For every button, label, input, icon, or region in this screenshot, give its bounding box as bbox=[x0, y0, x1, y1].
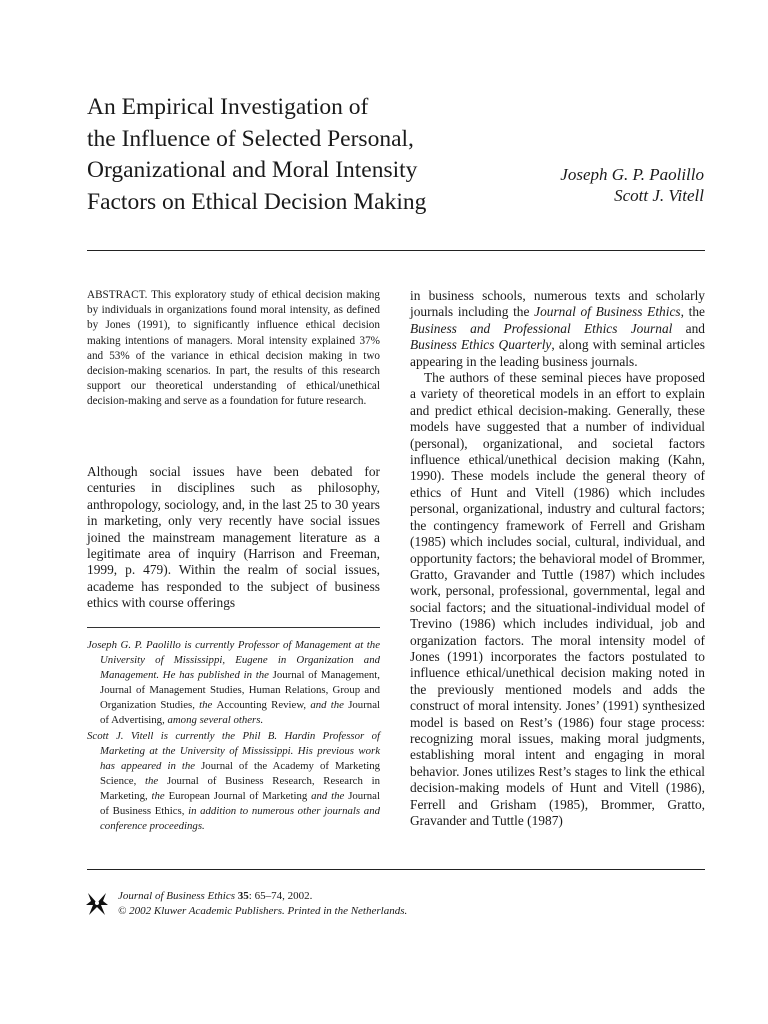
copyright-line: © 2002 Kluwer Academic Publishers. Printed in the Netherlands. bbox=[118, 905, 408, 917]
right-paragraph-2: The authors of these seminal pieces have proposed a variety of theoretical models in an effort to explain and predict ethical decision-making. Generally, these models have suggested that a number of individual (personal), organizational, and societal factors influence ethical/unethical decision making (Kahn, 1990). These models include the general theory of ethics of Hunt and Vitell (1986) which includes personal, organizational, industry and cultural factors; the contingency framework of Ferrell and Grisham (1985) which includes social, cultural, individual, and opportunity factors; the behavioral model of Brommer, Gratto, Gravander and Tuttle (1987) which includes work, personal, professional, governmental, legal and social factors; and the situational-individual model of Trevino (1986) which includes individual, job and organization factors. The moral intensity model of Jones (1991) incorporates the factors postulated to influence ethical/unethical decision making noted in the previously mentioned models and adds the construct of moral intensity. Jones’ (1991) synthesized model is based on Rest’s (1986) four stage process: recognizing moral issues, making moral judgments, establishing moral intent and engaging in moral behavior. Jones utilizes Rest’s stages to link the ethical decision-making models of Hunt and Vitell (1986), Ferrell and Grisham (1985), Brommer, Gratto, Gravander and Tuttle (1987) bbox=[410, 370, 705, 828]
author-1: Joseph G. P. Paolillo bbox=[560, 165, 704, 184]
journal-name: Journal of Business Ethics bbox=[118, 890, 236, 902]
journal-line bbox=[118, 889, 407, 904]
footnote-rule bbox=[87, 627, 380, 628]
intro-paragraph: Although social issues have been debated for centuries in disciplines such as philosophy, anthropology, sociology, and, in the last 25 to 30 years in marketing, only very recently have social issues joined the mainstream management literature as a legitimate area of inquiry (Harrison and Freeman, 1999, p. 479). Within the realm of social issues, academe has responded to the subject of business ethics with course offerings bbox=[87, 464, 380, 611]
right-paragraph-1: in business schools, numerous texts and scholarly journals including the Journal of Business Ethics, the Business and Professional Ethics Journal and Business Ethics Quarterly, along with seminal articles appearing in the leading business journals. bbox=[410, 288, 706, 369]
publisher-logo-icon bbox=[86, 889, 108, 917]
author-list bbox=[560, 164, 704, 206]
journal-pages: : 65–74, 2002. bbox=[248, 890, 313, 902]
footnotes bbox=[87, 638, 380, 834]
abstract: ABSTRACT. This exploratory study of ethical decision making by individuals in organizations found moral intensity, as defined by Jones (1991), to significantly influence ethical decision making intentions of managers. Moral intensity explained 37% and 53% of the variance in ethical decision making in two decision-making scenarios. In part, the results of this research support our theoretical understanding of ethical/unethical decision-making and serve as a foundation for future research. bbox=[87, 289, 380, 408]
author-2: Scott J. Vitell bbox=[614, 186, 704, 205]
footer-rule bbox=[87, 869, 705, 870]
journal-citation bbox=[118, 889, 407, 919]
title-line-4: Factors on Ethical Decision Making bbox=[87, 188, 427, 215]
title-line-1: An Empirical Investigation of bbox=[87, 94, 369, 120]
header-rule bbox=[87, 250, 705, 251]
footnote-author-1: Joseph G. P. Paolillo is currently Professor of Management at the University of Mississippi, Eugene in Organization and Management. He has published in the Journal of Management, Journal of Management Studies, Human Relations, Group and Organization Studies, the Accounting Review, and the Journal of Advertising, among several others. bbox=[87, 639, 380, 727]
right-column bbox=[410, 288, 705, 829]
journal-volume: 35 bbox=[237, 890, 249, 902]
article-title bbox=[87, 92, 507, 218]
title-line-3: Organizational and Moral Intensity bbox=[87, 157, 418, 183]
title-line-2: the Influence of Selected Personal, bbox=[87, 125, 414, 152]
footnote-author-2: Scott J. Vitell is currently the Phil B. Hardin Professor of Marketing at the University of Mississippi. His previous work has appeared in the Journal of the Academy of Marketing Science, the Journal of Business Research, Research in Marketing, the European Journal of Marketing and the Journal of Business Ethics, in addition to numerous other journals and conference proceedings. bbox=[87, 729, 380, 833]
